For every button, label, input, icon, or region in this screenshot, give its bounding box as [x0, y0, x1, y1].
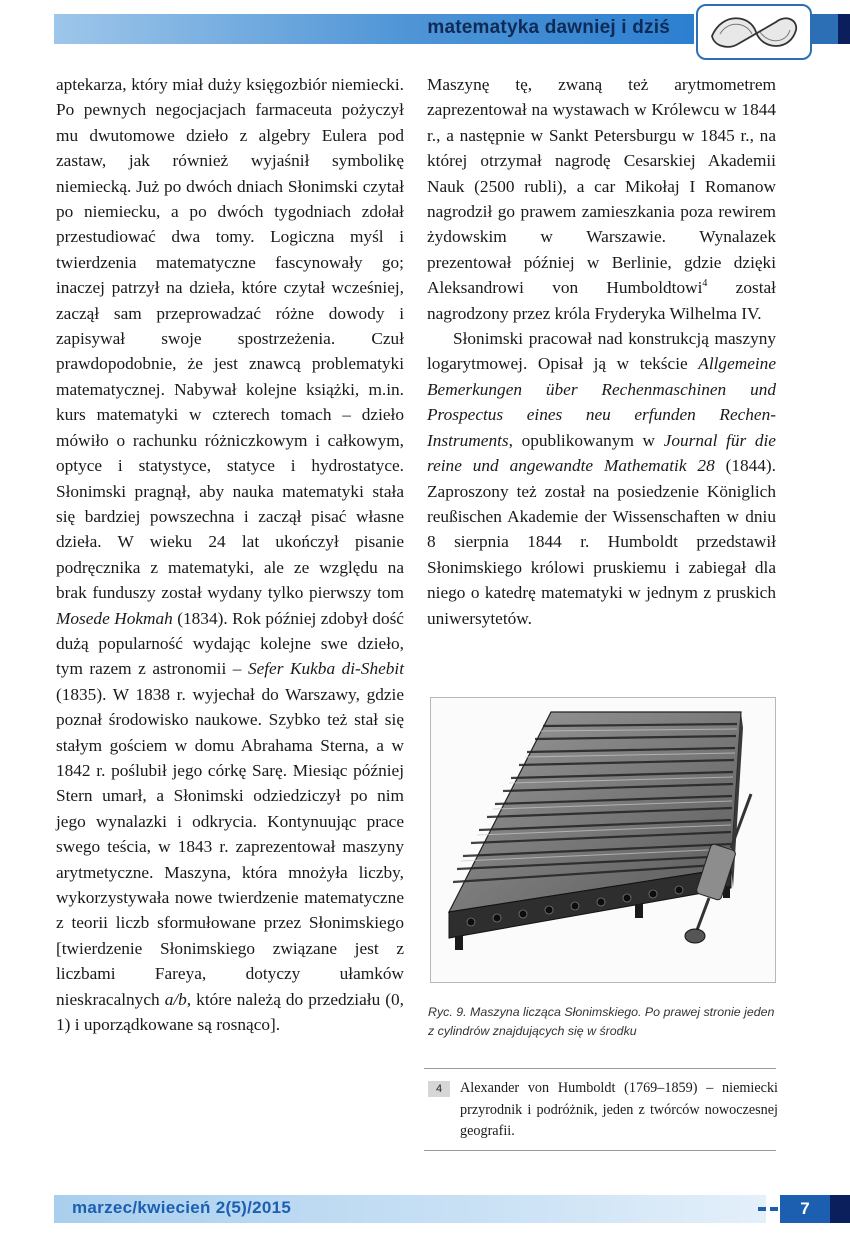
machine-illustration [431, 698, 775, 982]
issue-label: marzec/kwiecień 2(5)/2015 [72, 1198, 292, 1217]
body-text: aptekarza, który miał duży księgozbiór niemiecki. Po pewnych negocjacjach farmaceuta pożyczył mu dwutomowe dzieło z algebry Eulera pod zastaw, jak również wyjaśnił symbolikę niemiecką. Już po dwóch dniach Słonimski czytał po niemiecku, a po dwóch tygodniach zdołał przestudiować dwa tomy. Logiczna myśl i twierdzenia matematyczne fascynowały go; inaczej patrzył na dzieła, które czytał wcześniej, zaczął sam przeprowadzać różne dowody i zapisywał swoje spostrzeżenia. Czuł prawdopodobnie, że jest znawcą problematyki matematycznej. Nabywał kolejne książki, m.in. kurs matematyki w czterech tomach – dzieło mówiło o rachunku różniczkowym i całkowym, optyce i statystyce, statyce i hydrostatyce. Słonimski pragnął, aby nauka matematyki stała się bardziej powszechna i zaczął pisać własne dzieła. W wieku 24 lat ukończył pisanie podręcznika z matematyki, ale ze względu na brak funduszy został wydany tylko pierwszy tom [56, 75, 404, 603]
footnote-rule-top [424, 1068, 776, 1069]
footnote-number: 4 [428, 1081, 450, 1097]
footer-band [54, 1195, 766, 1223]
right-column [427, 72, 776, 631]
footnote-rule-bottom [424, 1150, 776, 1151]
header-band [54, 14, 694, 44]
journal-title: Journal für die reine und angewandte Mathematik 28 [427, 430, 776, 476]
book-title: Sefer Kukba di-Shebit [247, 659, 404, 679]
right-paragraph-2 [427, 326, 776, 631]
figure-caption: Ryc. 9. Maszyna licząca Słonimskiego. Po prawej stronie jeden z cylindrów znajdujących się w środku [428, 1005, 775, 1038]
right-paragraph-1 [427, 72, 776, 326]
footer-accent-dark [830, 1195, 850, 1223]
body-text: został nagrodzony przez króla Fryderyka Wilhelma IV. [427, 278, 776, 323]
figure-calculating-machine [430, 697, 776, 983]
footer-dash [758, 1207, 766, 1211]
footnote-text: Alexander von Humboldt (1769–1859) – niemiecki przyrodnik i podróżnik, jeden z twórców nowoczesnej geografii. [460, 1080, 778, 1139]
left-column [56, 72, 404, 1037]
body-text: (1835). W 1838 r. wyjechał do Warszawy, gdzie poznał środowisko naukowe. Szybko też stał się stałym gościem w domu Abrahama Sterna, a w 1842 r. poślubił jego córkę Sarę. Miesiąc później Stern umarł, a Słonimski odziedziczył po nim jego wynalazki i odkrycia. Kontynuując prace swego teścia, w 1843 r. zaprezentował maszyny arytmetyczne. Maszyna, która mnożyła liczby, wykorzystywała nowe twierdzenie matematyczne z teorii liczb sformułowane przez Słonimskiego [twierdzenie Słonimskiego związane jest z liczbami Fareya, dotyczy ułamków nieskracalnych [56, 684, 404, 1009]
body-text: Słonimski pracował nad konstrukcją maszyny logarytmowej. Opisał ją w tekście [427, 329, 776, 374]
publication-title: Allgemeine Bemerkungen über Rechenmaschinen und Prospectus eines neu erfunden Rechen-Instruments [427, 354, 776, 450]
body-text: , opublikowanym w [508, 430, 664, 450]
book-title: Mosede Hokmah [56, 608, 173, 628]
footnote [424, 1068, 776, 1152]
body-text: (1844). Zaproszony też został na posiedzenie Königlich reußischen Akademie der Wissenschaften w dniu 8 sierpnia 1844 r. Humboldt przedstawił Słonimskiego królowi pruskiemu i zabiegał dla niego o katedrę matematyki w jednym z pruskich uniwersytetów. [427, 456, 777, 628]
section-title: matematyka dawniej i dziś [427, 17, 670, 38]
mobius-strip-icon [696, 4, 812, 60]
fraction: a/b [164, 989, 187, 1009]
header-accent-dark [838, 14, 850, 44]
body-text: (1834). Rok później zdobył dość dużą popularność wydając kolejne swe dzieło, tym razem z astronomii – [56, 608, 404, 679]
page-number: 7 [780, 1195, 830, 1223]
body-text: Maszynę tę, zwaną też arytmometrem zaprezentował na wystawach w Królewcu w 1844 r., a następnie w Sankt Petersburgu w 1845 r., na której otrzymał nagrodę Cesarskiej Akademii Nauk (2500 rubli), a car Mikołaj I Romanow nagrodził go prawem zamieszkania poza rewirem żydowskim w Warszawie. Wynalazek prezentował później w Berlinie, gdzie dzięki Aleksandrowi von Humboldtowi [427, 75, 776, 298]
left-paragraph [56, 72, 404, 1037]
body-text: , które należą do przedziału (0, 1) i uporządkowane są rosnąco]. [56, 989, 404, 1035]
footnote-ref[interactable]: 4 [702, 278, 708, 290]
footer-dash [770, 1207, 778, 1211]
